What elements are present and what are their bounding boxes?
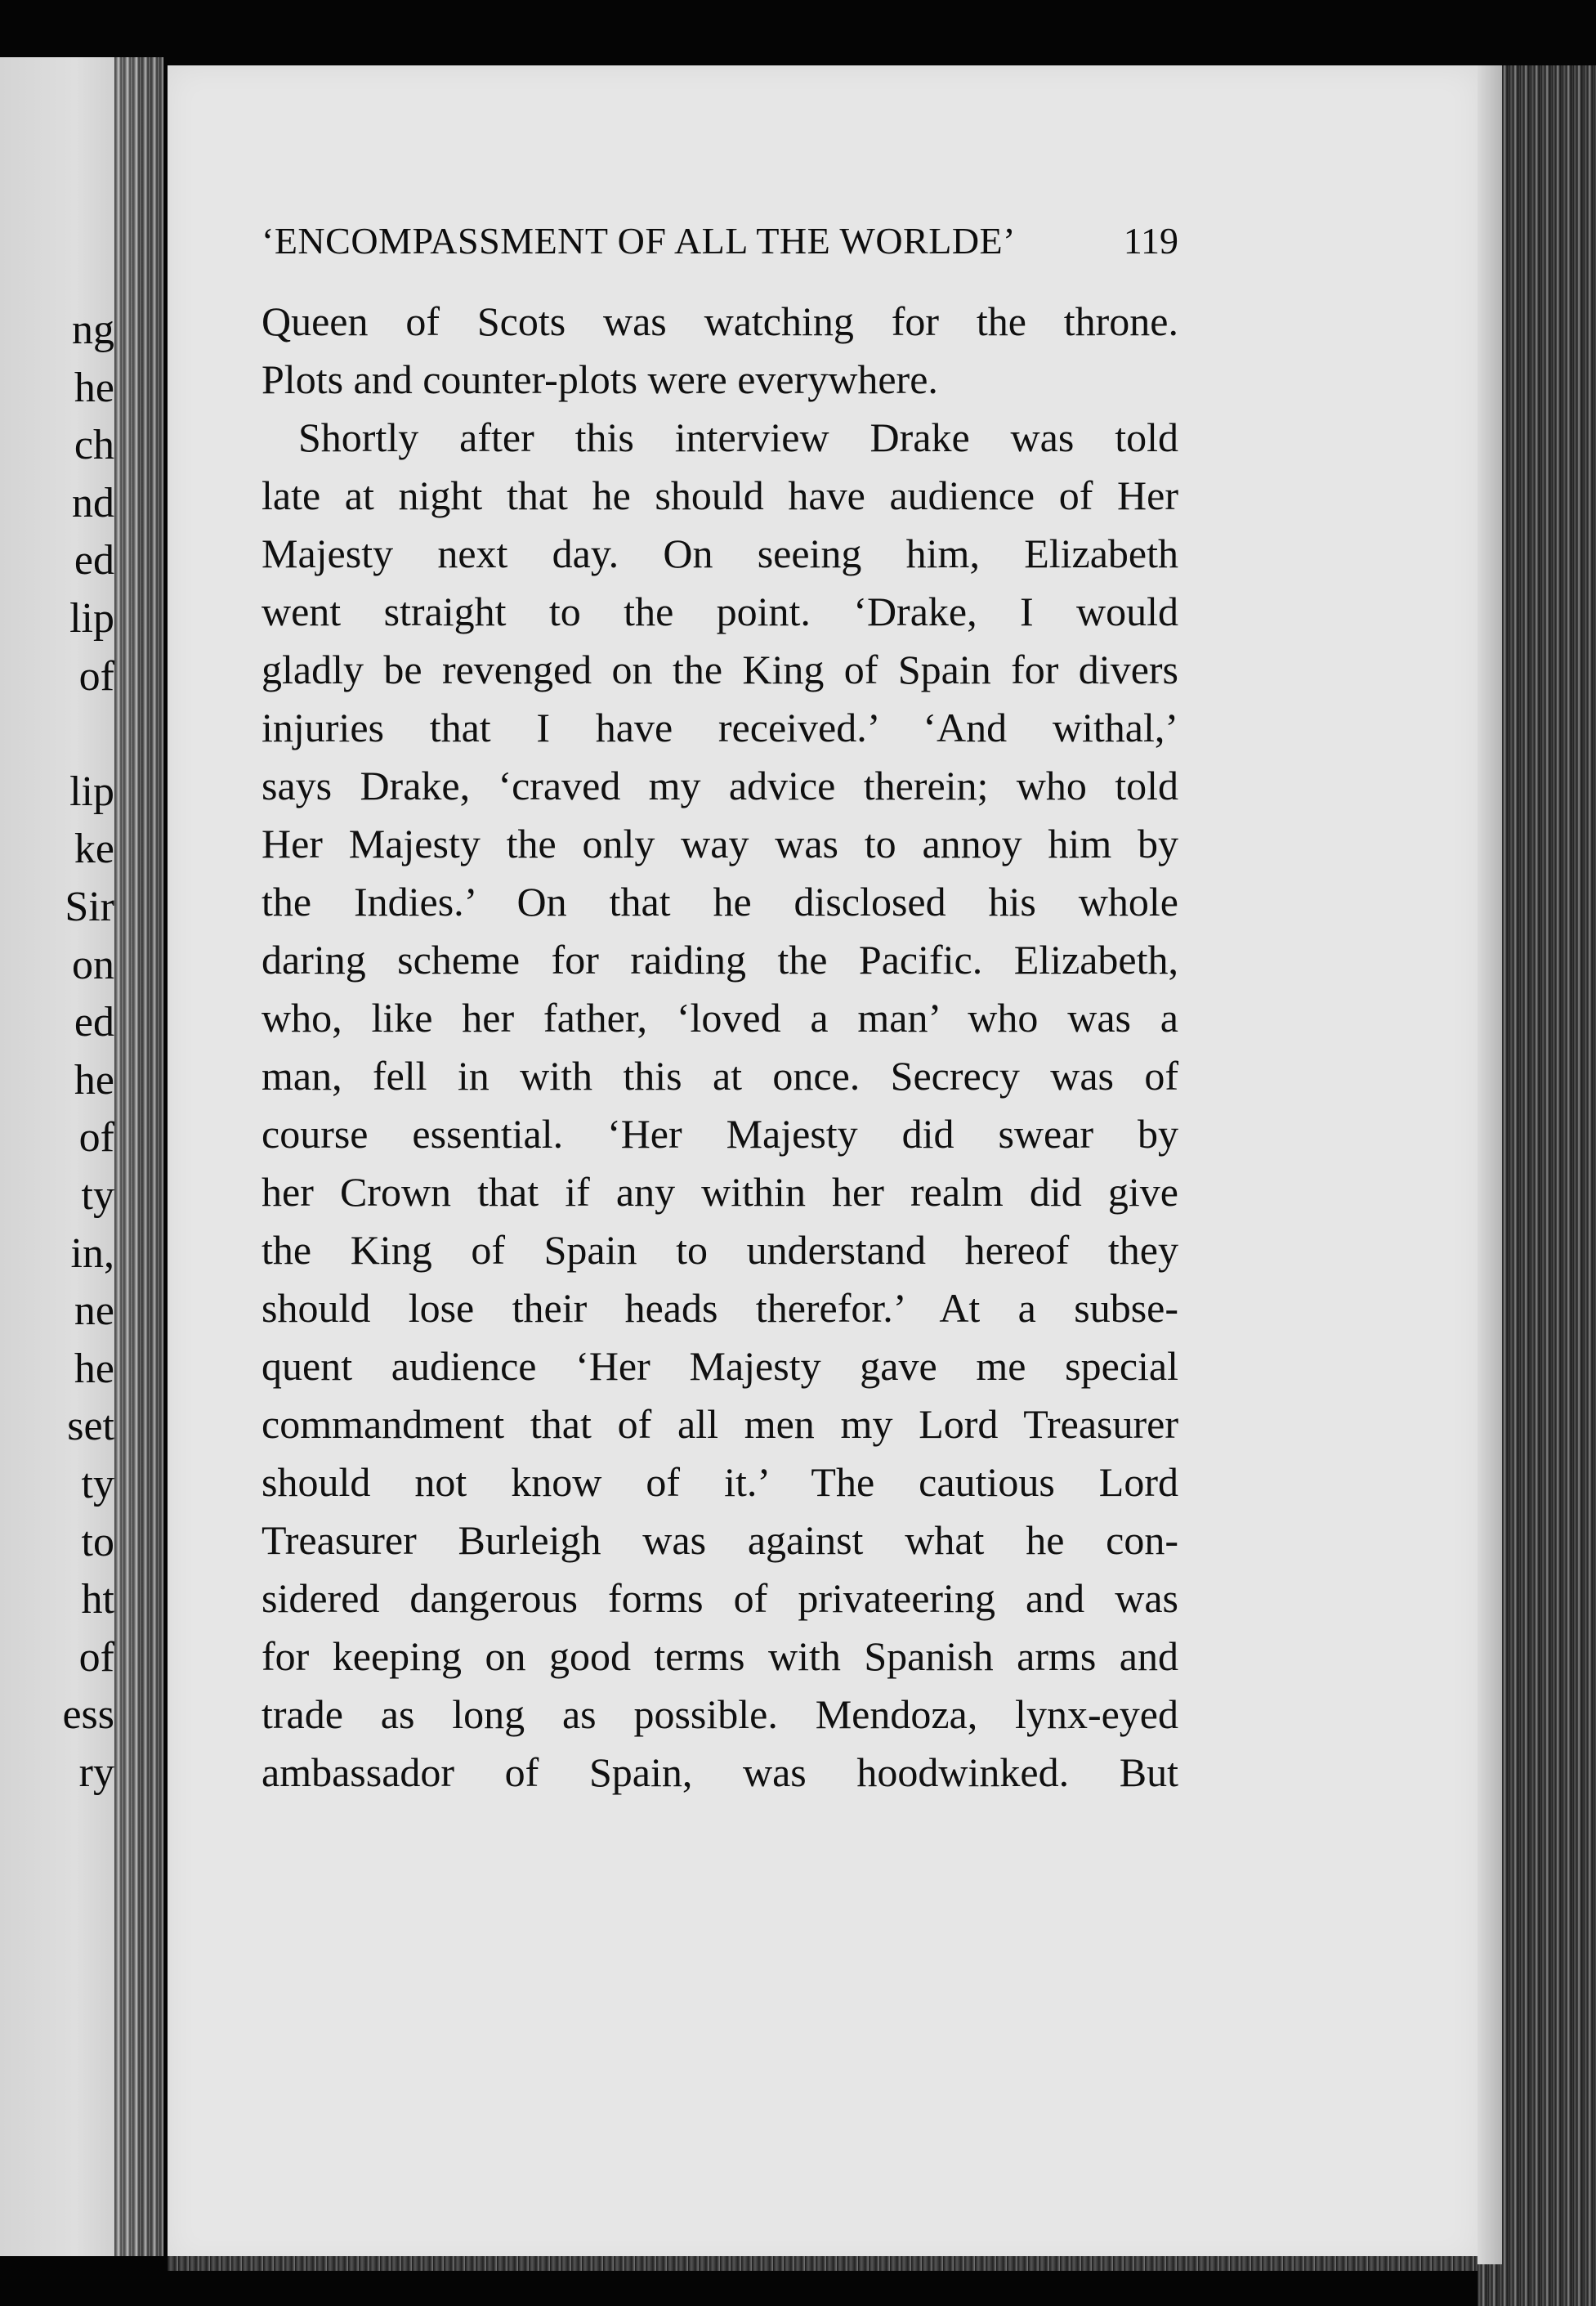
- left-page-fragment: on: [72, 942, 114, 988]
- left-page-fragment: ed: [74, 537, 114, 584]
- text-line: injuries that I have received.’ ‘And withal,’: [262, 705, 1178, 750]
- text-line: quent audience ‘Her Majesty gave me special: [262, 1343, 1178, 1389]
- left-page-fragment: of: [78, 653, 114, 700]
- text-line: her Crown that if any within her realm did give: [262, 1169, 1178, 1215]
- text-line: should lose their heads therefor.’ At a subse-: [262, 1285, 1178, 1331]
- text-line: the Indies.’ On that he disclosed his whole: [262, 879, 1178, 925]
- text-line: course essential. ‘Her Majesty did swear by: [262, 1111, 1178, 1157]
- text-line: trade as long as possible. Mendoza, lynx-eyed: [262, 1691, 1178, 1737]
- left-page-text-fragments: [0, 0, 114, 2306]
- running-header: [262, 219, 1178, 276]
- text-line: went straight to the point. ‘Drake, I would: [262, 589, 1178, 634]
- text-line: ambassador of Spain, was hoodwinked. But: [262, 1749, 1178, 1795]
- text-line: commandment that of all men my Lord Treasurer: [262, 1401, 1178, 1447]
- running-title: ‘ENCOMPASSMENT OF ALL THE WORLDE’: [262, 220, 1016, 262]
- text-line: should not know of it.’ The cautious Lord: [262, 1459, 1178, 1505]
- left-page-fragment: in,: [70, 1230, 114, 1277]
- left-page-fragment: lip: [69, 595, 114, 642]
- left-page-fragment: ne: [74, 1287, 114, 1334]
- left-page-fragment: ess: [62, 1691, 114, 1738]
- text-line: says Drake, ‘craved my advice therein; who told: [262, 763, 1178, 808]
- text-line: gladly be revenged on the King of Spain for divers: [262, 647, 1178, 692]
- text-line: Shortly after this interview Drake was told: [298, 414, 1178, 460]
- left-page-fragment: ed: [74, 999, 114, 1046]
- book-gutter: [114, 57, 163, 2256]
- left-page-fragment: ry: [78, 1749, 114, 1796]
- left-page-fragment: nd: [72, 480, 114, 526]
- text-line: the King of Spain to understand hereof they: [262, 1227, 1178, 1273]
- page-bottom-edge: [168, 2256, 1479, 2271]
- text-line: daring scheme for raiding the Pacific. Elizabeth,: [262, 937, 1178, 983]
- body-text: [262, 293, 1178, 1802]
- text-line: Queen of Scots was watching for the throne.: [262, 298, 1178, 344]
- left-page-fragment: he: [74, 1057, 114, 1104]
- left-page-fragment: lip: [69, 768, 114, 815]
- left-page-fragment: to: [81, 1519, 114, 1565]
- left-page-fragment: ht: [81, 1576, 114, 1623]
- left-page-fragment: ty: [81, 1461, 114, 1507]
- text-line: sidered dangerous forms of privateering and was: [262, 1575, 1178, 1621]
- left-page-fragment: ch: [74, 422, 114, 468]
- left-page-fragment: he: [74, 365, 114, 411]
- text-line: late at night that he should have audience of Her: [262, 472, 1178, 518]
- text-line: Plots and counter-plots were everywhere.: [262, 356, 938, 402]
- text-line: Her Majesty the only way was to annoy him by: [262, 821, 1178, 866]
- text-line: for keeping on good terms with Spanish arms and: [262, 1633, 1178, 1679]
- left-page-fragment: ke: [74, 826, 114, 872]
- left-page-fragment: he: [74, 1346, 114, 1392]
- text-line: man, fell in with this at once. Secrecy was of: [262, 1053, 1178, 1099]
- left-page-fragment: of: [78, 1634, 114, 1681]
- left-page-fragment: set: [67, 1403, 114, 1449]
- left-page-fragment: ty: [81, 1172, 114, 1219]
- text-line: Majesty next day. On seeing him, Elizabeth: [262, 531, 1178, 576]
- left-page-fragment: of: [78, 1114, 114, 1161]
- left-page-fragment: ng: [72, 307, 114, 353]
- text-line: who, like her father, ‘loved a man’ who was a: [262, 995, 1178, 1041]
- text-line: Treasurer Burleigh was against what he con-: [262, 1517, 1178, 1563]
- left-page-fragment: Sir: [65, 884, 114, 930]
- page-right-margin-edge: [1478, 65, 1502, 2264]
- page-number: 119: [1123, 220, 1178, 262]
